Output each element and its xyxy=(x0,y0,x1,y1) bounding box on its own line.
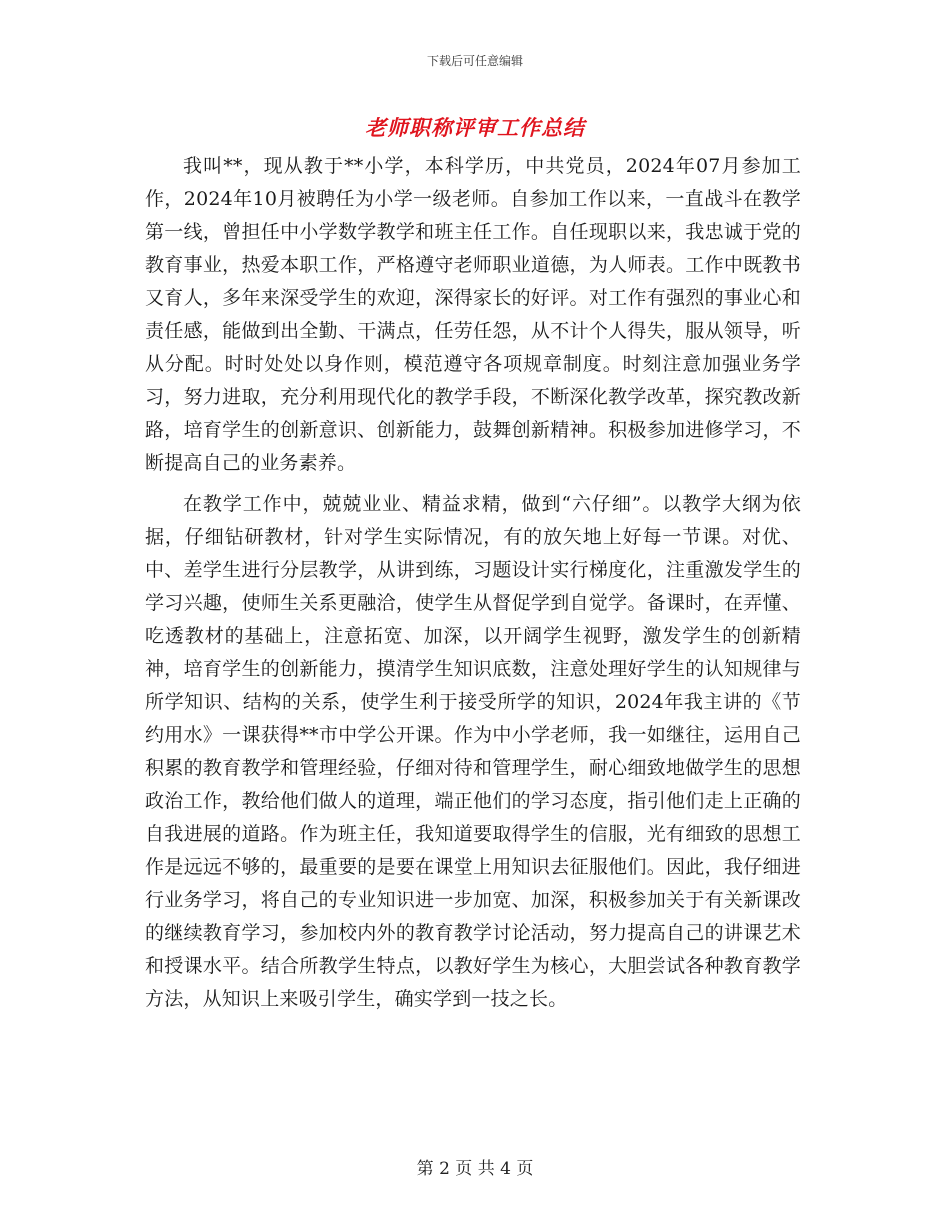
paragraph-2: 在教学工作中，兢兢业业、精益求精，做到“六仔细”。以教学大纲为依据，仔细钻研教材，针对学生实际情况，有的放矢地上好每一节课。对优、中、差学生进行分层教学，从讲到练，习题设计实行梯度化，注重激发学生的学习兴趣，使师生关系更融洽，使学生从督促学到自觉学。备课时，在弄懂、吃透教材的基础上，注意拓宽、加深，以开阔学生视野，激发学生的创新精神，培育学生的创新能力，摸清学生知识底数，注意处理好学生的认知规律与所学知识、结构的关系，使学生利于接受所学的知识，2024年我主讲的《节约用水》一课获得**市中学公开课。作为中小学老师，我一如继往，运用自己积累的教育教学和管理经验，仔细对待和管理学生，耐心细致地做学生的思想政治工作，教给他们做人的道理，端正他们的学习态度，指引他们走上正确的自我进展的道路。作为班主任，我知道要取得学生的信服，光有细致的思想工作是远远不够的，最重要的是要在课堂上用知识去征服他们。因此，我仔细进行业务学习，将自己的专业知识进一步加宽、加深，积极参加关于有关新课改的继续教育学习，参加校内外的教育教学讨论活动，努力提高自己的讲课艺术和授课水平。结合所教学生特点，以教好学生为核心，大胆尝试各种教育教学方法，从知识上来吸引学生，确实学到一技之长。 xyxy=(145,493,801,1010)
paragraph-1: 我叫**，现从教于**小学，本科学历，中共党员，2024年07月参加工作，2024年10月被聘任为小学一级老师。自参加工作以来，一直战斗在教学第一线，曾担任中小学数学教学和班主任工作。自任现职以来，我忠诚于党的教育事业，热爱本职工作，严格遵守老师职业道德，为人师表。工作中既教书又育人，多年来深受学生的欢迎，深得家长的好评。对工作有强烈的事业心和责任感，能做到出全勤、干满点，任劳任怨，从不计个人得失，服从领导，听从分配。时时处处以身作则，模范遵守各项规章制度。时刻注意加强业务学习，努力进取，充分利用现代化的教学手段，不断深化教学改革，探究教改新路，培育学生的创新意识、创新能力，鼓舞创新精神。积极参加进修学习，不断提高自己的业务素养。 xyxy=(145,155,801,474)
page-number: 第 2 页 共 4 页 xyxy=(416,1159,534,1179)
page-header-note: 下载后可任意编辑 xyxy=(426,54,523,68)
document-title: 老师职称评审工作总结 xyxy=(365,116,585,140)
document-body xyxy=(145,150,801,1024)
